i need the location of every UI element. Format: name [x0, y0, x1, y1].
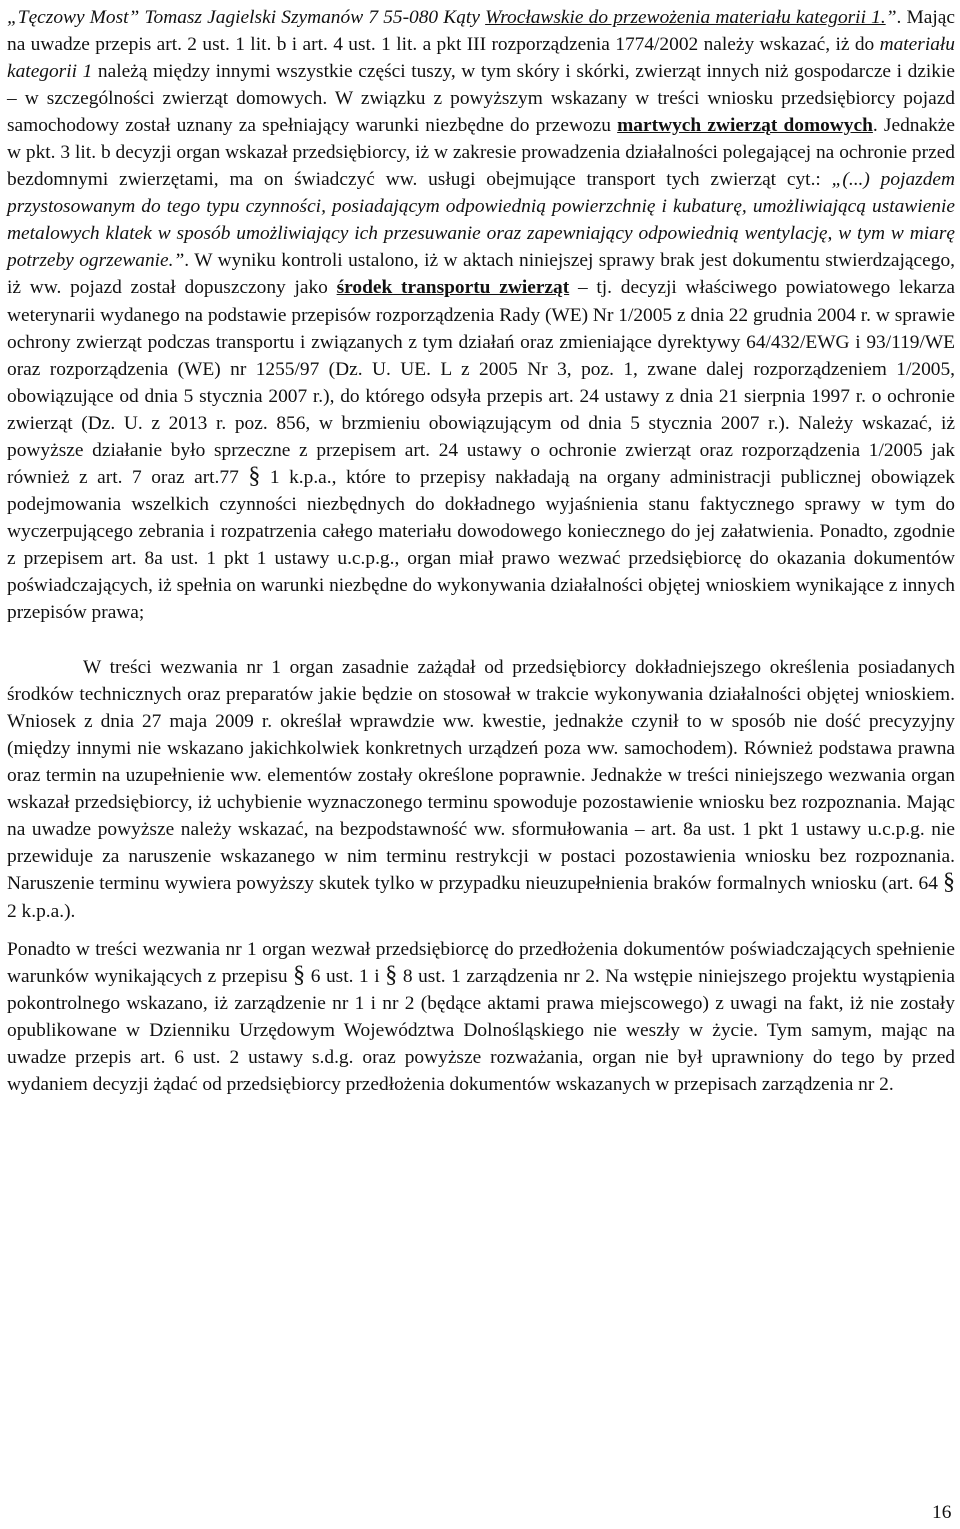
closing-quote: ”	[885, 7, 897, 28]
section-sign: §	[943, 869, 955, 896]
paragraph-text: należą między innymi wszystkie części tuszy, w tym skóry i skórki, zwierząt innych niż gospodarcze i dzikie – w szczególności zwierząt domowych. W związku z powyższym wskazany w treści wniosku przedsiębiorcy pojazd samochodowy został uznany za spełniający warunki niezbędne do przewozu	[7, 61, 955, 137]
paragraph-text: W treści wezwania nr 1 organ zasadnie zażądał od przedsiębiorcy dokładniejszego określenia posiadanych środków technicznych oraz preparatów jakie będzie on stosował w trakcie wykonywania działalności objętej wnioskiem. Wniosek z dnia 27 maja 2009 r. określał wprawdzie ww. kwestie, jednakże czynił to w sposób nie dość precyzyjny (między innymi nie wskazano jakichkolwiek konkretnych urządzeń poza ww. samochodem). Również podstawa prawna oraz termin na uzupełnienie ww. elementów zostały określone poprawnie. Jednakże w treści niniejszego wezwania organ wskazał przedsiębiorcy, iż uchybienie wyznaczonego terminu spowoduje pozostawienie wniosku bez rozpoznania. Mając na uwadze powyższe należy wskazać, na bezpodstawność ww. sformułowania – art. 8a ust. 1 pkt 1 ustawy u.c.p.g. nie przewiduje za naruszenie wskazanego w nim terminu restrykcji w postaci pozostawienia wniosku bez rozpoznania. Naruszenie terminu wywiera powyższy skutek tylko w przypadku nieuzupełnienia braków formalnych wniosku (art. 64	[7, 657, 955, 895]
paragraph-text: – tj. decyzji właściwego powiatowego lekarza weterynarii wydanego na podstawie przepisów rozporządzenia Rady (WE) Nr 1/2005 z dnia 22 grudnia 2004 r. w sprawie ochrony zwierząt podczas transportu i związanych z tym działań oraz zmieniające dyrektywy 64/432/EWG i 93/119/WE oraz rozporządzenia (WE) nr 1255/97 (Dz. U. UE. L z 2005 Nr 3, poz. 1, zwane dalej rozporządzeniem 1/2005, obowiązujące od dnia 5 stycznia 2007 r.), do którego odsyła przepis art. 24 ustawy z dnia 21 sierpnia 1997 r. o ochronie zwierząt (Dz. U. z 2013 r. poz. 856, w brzmieniu obowiązującym od dnia 5 stycznia 2007 r.). Należy wskazać, iż powyższe działanie było sprzeczne z przepisem art. 24 ustawy o ochronie zwierząt oraz rozporządzenia 1/2005 jak również z art. 7 oraz art.77	[7, 277, 955, 488]
italic-term: materiału kategorii 1	[7, 34, 955, 83]
paragraph-text: . Mając na uwadze przepis art. 2 ust. 1 lit. b i art. 4 ust. 1 lit. a pkt III rozporządzenia 1774/2002 należy wskazać, iż do	[7, 7, 955, 56]
quoted-decision-text-underlined: Wrocławskie do przewożenia materiału kategorii 1.	[485, 7, 886, 28]
paragraph-1	[7, 4, 955, 626]
paragraph-text: 1 k.p.a., które to przepisy nakładają na organy administracji publicznej obowiązek podejmowania wszelkich czynności niezbędnych do dokładnego wyjaśnienia stanu faktycznego sprawy w tym do wyczerpującego zebrania i rozpatrzenia całego materiału dowodowego koniecznego do jej załatwienia. Ponadto, zgodnie z przepisem art. 8a ust. 1 pkt 1 ustawy u.c.p.g., organ miał prawo wezwać przedsiębiorcę do okazania dokumentów poświadczających, iż spełnia on warunki niezbędne do wykonywania działalności objętej wnioskiem wynikające z innych przepisów prawa;	[7, 466, 955, 624]
section-sign: §	[385, 961, 398, 988]
paragraph-text: . W wyniku kontroli ustalono, iż w aktach niniejszej sprawy brak jest dokumentu stwierdzającego, iż ww. pojazd został dopuszczony jako	[7, 250, 955, 299]
paragraph-text: 8 ust. 1 zarządzenia nr 2. Na wstępie niniejszego projektu wystąpienia pokontrolnego wskazano, iż zarządzenie nr 1 i nr 2 (będące aktami prawa miejscowego) z uwagi na fakt, iż nie zostały opublikowane w Dzienniku Urzędowym Województwa Dolnośląskiego nie weszły w życie. Tym samym, mając na uwadze przepis art. 6 ust. 2 ustawy s.d.g. oraz powyższe rozważania, organ nie był uprawniony do tego by przed wydaniem decyzji żądać od przedsiębiorcy przedłożenia dokumentów wskazanych w przepisach zarządzenia nr 2.	[7, 965, 955, 1095]
emphasized-term: martwych zwierząt domowych	[617, 115, 873, 137]
quoted-citation: „(...) pojazdem przystosowanym do tego typu czynności, posiadającym odpowiednią powierzchnię i kubaturę, umożliwiającą ustawienie metalowych klatek w sposób umożliwiający ich przesuwanie oraz zapewniający odpowiednią wentylację, w tym w miarę potrzeby ogrzewanie.	[7, 169, 955, 272]
emphasized-term: środek transportu zwierząt	[336, 277, 570, 299]
paragraph-2	[7, 654, 955, 924]
paragraph-text: 6 ust. 1 i	[305, 965, 386, 987]
section-sign: §	[293, 961, 306, 988]
paragraph-text: . Jednakże w pkt. 3 lit. b decyzji organ wskazał przedsiębiorcy, iż w zakresie prowadzenia działalności polegającej na ochronie przed bezdomnymi zwierzętami, ma on świadczyć ww. usługi obejmujące transport tych zwierząt cyt.:	[7, 115, 955, 191]
section-sign: §	[248, 462, 261, 489]
page-number: 16	[932, 1502, 952, 1523]
closing-quote: ”	[173, 250, 185, 272]
document-page	[7, 0, 955, 1098]
paragraph-text: 2 k.p.a.).	[7, 900, 76, 922]
paragraph-3	[7, 936, 955, 1098]
quoted-decision-text: „Tęczowy Most” Tomasz Jagielski Szymanów 7 55-080 Kąty	[7, 7, 486, 28]
paragraph-text: Ponadto w treści wezwania nr 1 organ wezwał przedsiębiorcę do przedłożenia dokumentów poświadczających spełnienie warunków wynikających z przepisu	[7, 938, 955, 987]
